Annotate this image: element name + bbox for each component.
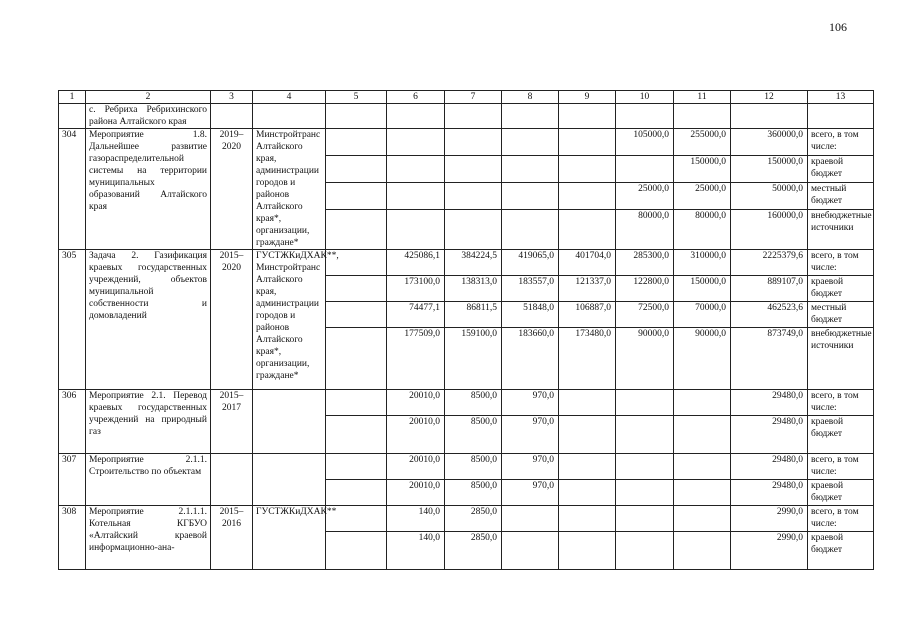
- amount-cell: 183557,0: [502, 276, 559, 302]
- amount-cell: 29480,0: [731, 454, 808, 480]
- amount-cell: [445, 183, 502, 210]
- amount-cell: [559, 183, 616, 210]
- amount-cell: 29480,0: [731, 480, 808, 506]
- amount-cell: 74477,1: [387, 302, 445, 328]
- amount-cell: 20010,0: [387, 480, 445, 506]
- amount-cell: [387, 156, 445, 183]
- amount-cell: [326, 276, 387, 302]
- amount-cell: 86811,5: [445, 302, 502, 328]
- amount-cell: [326, 532, 387, 570]
- amount-cell: [445, 210, 502, 250]
- column-header: 3: [211, 91, 253, 104]
- funding-source: всего, в том числе:: [808, 250, 874, 276]
- amount-cell: 8500,0: [445, 480, 502, 506]
- amount-cell: [502, 183, 559, 210]
- table-row: [59, 454, 874, 480]
- amount-cell: [616, 532, 674, 570]
- continuation-name: с. Ребриха Ребрихинского района Алтайского края: [86, 104, 211, 129]
- amount-cell: 285300,0: [616, 250, 674, 276]
- funding-source: краевой бюджет: [808, 532, 874, 570]
- funding-source: местный бюджет: [808, 183, 874, 210]
- amount-cell: 90000,0: [616, 328, 674, 390]
- amount-cell: [674, 532, 731, 570]
- amount-cell: [326, 416, 387, 454]
- amount-cell: 970,0: [502, 480, 559, 506]
- column-header: 10: [616, 91, 674, 104]
- amount-cell: [326, 328, 387, 390]
- funding-source: местный бюджет: [808, 302, 874, 328]
- amount-cell: 138313,0: [445, 276, 502, 302]
- column-header: 5: [326, 91, 387, 104]
- amount-cell: 173100,0: [387, 276, 445, 302]
- amount-cell: 150000,0: [674, 276, 731, 302]
- amount-cell: [326, 480, 387, 506]
- amount-cell: 2850,0: [445, 532, 502, 570]
- row-period: 2015–2016: [211, 506, 253, 570]
- row-period: 2015–2020: [211, 250, 253, 390]
- row-name: Задача 2. Газификация краевых государственных учреждений, объектов муниципальной собственности и домовладений: [86, 250, 211, 390]
- amount-cell: 122800,0: [616, 276, 674, 302]
- column-header: 12: [731, 91, 808, 104]
- table-row: [59, 129, 874, 156]
- amount-cell: 970,0: [502, 390, 559, 416]
- amount-cell: [559, 390, 616, 416]
- budget-table: [58, 90, 874, 570]
- row-number: 308: [59, 506, 86, 570]
- amount-cell: 970,0: [502, 416, 559, 454]
- row-name: Мероприятие 2.1.1.1. Котельная КГБУО «Алтайский краевой информационно-ана-: [86, 506, 211, 570]
- amount-cell: 384224,5: [445, 250, 502, 276]
- amount-cell: 80000,0: [616, 210, 674, 250]
- funding-source: всего, в том числе:: [808, 454, 874, 480]
- amount-cell: [674, 454, 731, 480]
- amount-cell: [559, 506, 616, 532]
- amount-cell: [559, 480, 616, 506]
- amount-cell: [616, 416, 674, 454]
- amount-cell: [387, 129, 445, 156]
- amount-cell: [502, 156, 559, 183]
- amount-cell: 140,0: [387, 506, 445, 532]
- amount-cell: 25000,0: [674, 183, 731, 210]
- amount-cell: 29480,0: [731, 390, 808, 416]
- funding-source: краевой бюджет: [808, 276, 874, 302]
- header-row: [59, 91, 874, 104]
- row-number: 305: [59, 250, 86, 390]
- amount-cell: 70000,0: [674, 302, 731, 328]
- continuation-row: [59, 104, 874, 129]
- amount-cell: 889107,0: [731, 276, 808, 302]
- amount-cell: 401704,0: [559, 250, 616, 276]
- amount-cell: [326, 302, 387, 328]
- amount-cell: 20010,0: [387, 416, 445, 454]
- amount-cell: [674, 480, 731, 506]
- amount-cell: 2850,0: [445, 506, 502, 532]
- amount-cell: [502, 506, 559, 532]
- amount-cell: 2225379,6: [731, 250, 808, 276]
- amount-cell: 183660,0: [502, 328, 559, 390]
- amount-cell: 462523,6: [731, 302, 808, 328]
- column-header: 11: [674, 91, 731, 104]
- row-period: [211, 454, 253, 506]
- amount-cell: [326, 454, 387, 480]
- funding-source: краевой бюджет: [808, 480, 874, 506]
- row-executor: [253, 390, 326, 454]
- amount-cell: 90000,0: [674, 328, 731, 390]
- column-header: 9: [559, 91, 616, 104]
- amount-cell: 121337,0: [559, 276, 616, 302]
- amount-cell: [559, 156, 616, 183]
- column-header: 2: [86, 91, 211, 104]
- row-executor: ГУСТЖКиДХАК**, Минстройтранс Алтайского края, администрации городов и районов Алтайского края*, организации, граждане*: [253, 250, 326, 390]
- row-number: 304: [59, 129, 86, 250]
- row-name: Мероприятие 2.1. Перевод краевых государственных учреждений на природный газ: [86, 390, 211, 454]
- amount-cell: [674, 390, 731, 416]
- amount-cell: [674, 416, 731, 454]
- amount-cell: 50000,0: [731, 183, 808, 210]
- funding-source: всего, в том числе:: [808, 390, 874, 416]
- amount-cell: [674, 506, 731, 532]
- amount-cell: 2990,0: [731, 532, 808, 570]
- amount-cell: [326, 210, 387, 250]
- column-header: 8: [502, 91, 559, 104]
- amount-cell: [616, 156, 674, 183]
- column-header: 7: [445, 91, 502, 104]
- amount-cell: [616, 480, 674, 506]
- amount-cell: [326, 129, 387, 156]
- amount-cell: [559, 416, 616, 454]
- table-row: [59, 390, 874, 416]
- amount-cell: 970,0: [502, 454, 559, 480]
- row-executor: Минстройтранс Алтайского края, администрации городов и районов Алтайского края*, организации, граждане*: [253, 129, 326, 250]
- amount-cell: 177509,0: [387, 328, 445, 390]
- amount-cell: 25000,0: [616, 183, 674, 210]
- amount-cell: 8500,0: [445, 454, 502, 480]
- amount-cell: 150000,0: [674, 156, 731, 183]
- amount-cell: 360000,0: [731, 129, 808, 156]
- amount-cell: [559, 210, 616, 250]
- amount-cell: 20010,0: [387, 454, 445, 480]
- amount-cell: 2990,0: [731, 506, 808, 532]
- amount-cell: 105000,0: [616, 129, 674, 156]
- amount-cell: 419065,0: [502, 250, 559, 276]
- row-executor: ГУСТЖКиДХАК**: [253, 506, 326, 570]
- amount-cell: [502, 532, 559, 570]
- amount-cell: 80000,0: [674, 210, 731, 250]
- row-number: 307: [59, 454, 86, 506]
- amount-cell: [616, 390, 674, 416]
- amount-cell: 425086,1: [387, 250, 445, 276]
- table-row: [59, 250, 874, 276]
- funding-source: внебюджетные источники: [808, 210, 874, 250]
- amount-cell: [559, 454, 616, 480]
- amount-cell: 310000,0: [674, 250, 731, 276]
- amount-cell: 72500,0: [616, 302, 674, 328]
- row-name: Мероприятие 1.8. Дальнейшее развитие газораспределительной системы на территории муниципальных образований Алтайского края: [86, 129, 211, 250]
- amount-cell: [559, 129, 616, 156]
- funding-source: всего, в том числе:: [808, 506, 874, 532]
- amount-cell: 8500,0: [445, 416, 502, 454]
- row-name: Мероприятие 2.1.1. Строительство по объектам: [86, 454, 211, 506]
- table-row: [59, 506, 874, 532]
- amount-cell: 51848,0: [502, 302, 559, 328]
- row-number: 306: [59, 390, 86, 454]
- amount-cell: 106887,0: [559, 302, 616, 328]
- table-body: [59, 91, 874, 570]
- row-period: 2015–2017: [211, 390, 253, 454]
- amount-cell: 173480,0: [559, 328, 616, 390]
- amount-cell: [616, 506, 674, 532]
- amount-cell: [502, 129, 559, 156]
- funding-source: всего, в том числе:: [808, 129, 874, 156]
- amount-cell: 159100,0: [445, 328, 502, 390]
- amount-cell: 140,0: [387, 532, 445, 570]
- amount-cell: [502, 210, 559, 250]
- funding-source: краевой бюджет: [808, 416, 874, 454]
- amount-cell: 8500,0: [445, 390, 502, 416]
- column-header: 13: [808, 91, 874, 104]
- amount-cell: 29480,0: [731, 416, 808, 454]
- funding-source: внебюджетные источники: [808, 328, 874, 390]
- amount-cell: [326, 183, 387, 210]
- column-header: 4: [253, 91, 326, 104]
- column-header: 6: [387, 91, 445, 104]
- amount-cell: [326, 390, 387, 416]
- row-executor: [253, 454, 326, 506]
- amount-cell: [387, 210, 445, 250]
- amount-cell: 255000,0: [674, 129, 731, 156]
- amount-cell: 20010,0: [387, 390, 445, 416]
- column-header: 1: [59, 91, 86, 104]
- amount-cell: 150000,0: [731, 156, 808, 183]
- amount-cell: [387, 183, 445, 210]
- page-number: 106: [829, 20, 847, 34]
- row-period: 2019–2020: [211, 129, 253, 250]
- amount-cell: 160000,0: [731, 210, 808, 250]
- funding-source: краевой бюджет: [808, 156, 874, 183]
- amount-cell: [326, 156, 387, 183]
- amount-cell: 873749,0: [731, 328, 808, 390]
- amount-cell: [445, 129, 502, 156]
- amount-cell: [559, 532, 616, 570]
- amount-cell: [616, 454, 674, 480]
- amount-cell: [445, 156, 502, 183]
